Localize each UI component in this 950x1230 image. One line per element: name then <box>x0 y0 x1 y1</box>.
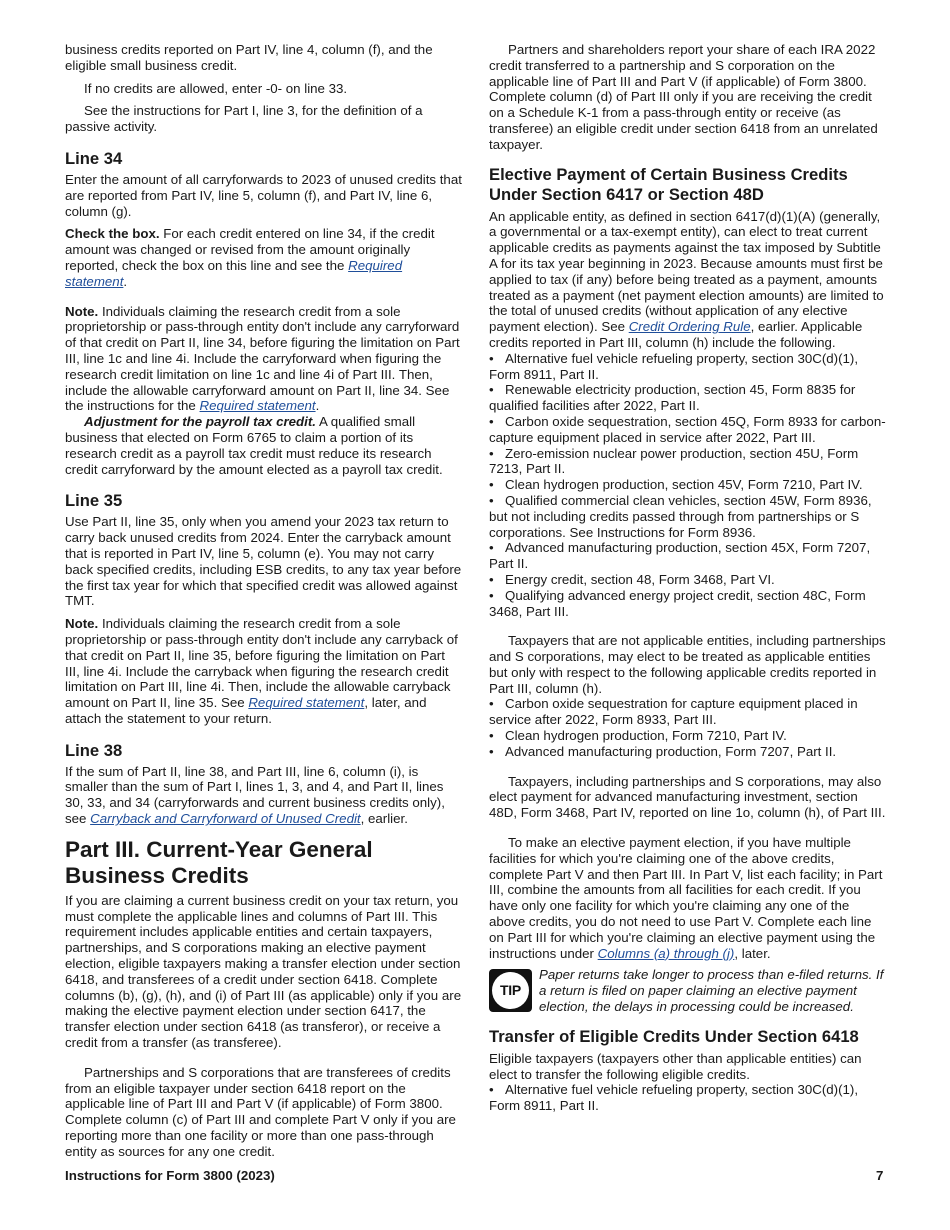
applicable-credits-list <box>489 351 887 620</box>
part-3-heading: Part III. Current-Year General Business Credits <box>65 836 373 888</box>
elective-payment-paragraph <box>489 209 887 351</box>
bullet-icon: • <box>489 445 494 461</box>
punctuation: . <box>315 398 320 414</box>
left-column <box>65 42 463 1167</box>
list-item <box>489 446 887 478</box>
check-the-box-lead: Check the box. <box>65 226 160 242</box>
bullet-icon: • <box>489 382 494 398</box>
adjustment-text: A qualified small business that elected on Form 6765 to claim a portion of its research credit as a payroll tax credit must reduce its research credit carryforward by the amount elected as a payroll tax credit. <box>65 414 443 477</box>
tip-text: Paper returns take longer to process than e-filed returns. If a return is filed on paper claiming an elective payment election, the delays in processing could be increased. <box>539 967 884 1015</box>
check-the-box-text: For each credit entered on line 34, if the credit amount was changed or revised from the amount originally reported, check the box on this line and see the <box>65 226 435 273</box>
line-35-paragraph: Use Part II, line 35, only when you amend your 2023 tax return to carry back unused credits from 2024. Enter the carryback amount that is reported in Part IV, line 5, column (e). You may not carry back specified credits, including ESB credits, to any tax year before the first tax year for which that specified credit was allowed against TMT. <box>65 514 462 609</box>
bullet-icon: • <box>489 413 494 429</box>
elective-text: An applicable entity, as defined in section 6417(d)(1)(A) (generally, a governmental or a tax-exempt entity), can elect to treat current applicable credits as payments against the tax imposed by Subtitle A for its tax year beginning in 2023. Because amounts must first be applied to tax (if any) before being treated as a payment, amounts treated as a payment (net payment election amounts) are limited to the total of unused credits (without application of any elective payment election). See <box>489 208 884 335</box>
list-item-text: Clean hydrogen production, section 45V, Form 7210, Part IV. <box>505 477 863 493</box>
elective-end-text: , earlier. Applicable credits reported in Part III, column (h) include the following. <box>489 319 863 350</box>
election-instructions-paragraph <box>489 835 887 961</box>
list-item <box>489 351 887 383</box>
bullet-icon: • <box>489 571 494 587</box>
list-item <box>489 728 887 744</box>
list-item <box>489 540 887 572</box>
election-end-text: , later. <box>734 945 771 961</box>
punctuation: . <box>123 273 128 289</box>
line-38-paragraph <box>65 764 463 827</box>
adjustment-lead: Adjustment for the payroll tax credit. <box>84 414 316 430</box>
transfer-heading: Transfer of Eligible Credits Under Section 6418 <box>489 1026 859 1046</box>
line-38-heading: Line 38 <box>65 740 123 760</box>
adjustment-paragraph <box>65 414 463 477</box>
footer-title: Instructions for Form 3800 (2023) <box>65 1168 275 1183</box>
bullet-icon: • <box>489 587 494 603</box>
line-34-paragraph: Enter the amount of all carryforwards to 2023 of unused credits that are reported from Part IV, line 5, column (f), and Part IV, line 6, column (g). <box>65 171 462 219</box>
non-applicable-entities-paragraph: Taxpayers that are not applicable entities, including partnerships and S corporations, may elect to be treated as applicable entities but only with respect to the following applicable credits reported in Part III, column (h). <box>489 633 886 696</box>
tip-icon-label: TIP <box>492 972 529 1009</box>
list-item-text: Advanced manufacturing production, Form 7207, Part II. <box>505 743 837 759</box>
list-item-text: Carbon oxide sequestration, section 45Q, Form 8933 for carbon-capture equipment placed in service after 2022, Part III. <box>489 413 886 445</box>
intro-paragraph: See the instructions for Part I, line 3, for the definition of a passive activity. <box>65 103 423 135</box>
bullet-icon: • <box>489 350 494 366</box>
elected-credits-list <box>489 696 887 759</box>
line-34-heading: Line 34 <box>65 148 123 168</box>
transfer-credits-list <box>489 1082 887 1114</box>
columns-a-through-j-link[interactable]: Columns (a) through (j) <box>597 945 735 961</box>
line-35-heading: Line 35 <box>65 491 123 511</box>
bullet-icon: • <box>489 492 494 508</box>
required-statement-link[interactable]: Required statement <box>199 398 316 414</box>
credit-ordering-rule-link[interactable]: Credit Ordering Rule <box>628 319 751 335</box>
advanced-manufacturing-paragraph: Taxpayers, including partnerships and S corporations, may also elect payment for advanced manufacturing investment, section 48D, Form 3468, Part IV, reported on line 1o, column (h), of Part III. <box>489 773 886 821</box>
note-paragraph <box>65 616 463 727</box>
list-item-text: Alternative fuel vehicle refueling property, section 30C(d)(1), Form 8911, Part II. <box>489 350 859 382</box>
list-item <box>489 572 887 588</box>
bullet-icon: • <box>489 1082 494 1098</box>
intro-paragraph: business credits reported on Part IV, line 4, column (f), and the eligible small business credit. <box>65 42 433 73</box>
note-text: Individuals claiming the research credit from a sole proprietorship or pass-through entity don't include any carryforward of that credit on Part II, line 34, before figuring the limitation on Part III, line 1c and line 4i. Include the carryforward when figuring the research credit limitation on line 1c and line 4i of Part III. Then, include the allowable carryforward amount on Part II, line 34. See the instructions for the <box>65 303 460 414</box>
right-column <box>489 42 887 1114</box>
list-item-text: Energy credit, section 48, Form 3468, Part VI. <box>505 571 775 587</box>
carryback-carryforward-link[interactable]: Carryback and Carryforward of Unused Credit <box>90 811 361 827</box>
required-statement-link[interactable]: Required statement <box>65 257 403 289</box>
tip-icon <box>489 969 532 1012</box>
list-item-text: Qualifying advanced energy project credit, section 48C, Form 3468, Part III. <box>489 587 866 619</box>
intro-paragraph: If no credits are allowed, enter -0- on line 33. <box>84 80 348 96</box>
election-text: To make an elective payment election, if you have multiple facilities for which you're claiming one of the above credits, complete Part V and then Part III. In Part V, list each facility; in Part III, combine the amounts from all facilities for each credit. If you have only one facility for which you're claiming any one of the above credits, you do not need to use Part V. Complete each line on Part III for which you're claiming an elective payment using the instructions under <box>489 835 883 961</box>
list-item <box>489 744 887 760</box>
note-lead: Note. <box>65 303 99 319</box>
bullet-icon: • <box>489 540 494 556</box>
list-item-text: Qualified commercial clean vehicles, section 45W, Form 8936, but not including credits passed through from partnerships or S corporations. See Instructions for Form 8936. <box>489 492 872 540</box>
line-38-text: If the sum of Part II, line 38, and Part III, line 6, column (i), is smaller than the sum of Part I, lines 1, 3, and 4, and Part II, lines 30, 33, and 34 (carryforwards and current business credits only), see <box>65 763 445 827</box>
list-item-text: Clean hydrogen production, Form 7210, Part IV. <box>505 728 787 744</box>
page-number: 7 <box>876 1168 884 1183</box>
partners-paragraph: Partners and shareholders report your share of each IRA 2022 credit transferred to a partnership and S corporation on the applicable line of Part III and Part V (if applicable) of Form 3800. Complete column (d) of Part III only if you are receiving the credit on a Schedule K-1 from a pass-through entity or receive (as transferee) an eligible credit under section 6418 from an unrelated taxpayer. <box>489 42 878 152</box>
bullet-icon: • <box>489 696 494 712</box>
note-text: Individuals claiming the research credit from a sole proprietorship or pass-through entity don't include any carryback of that credit on Part II, line 35, before figuring the limitation on Part III, line 4i. Include the carryback when figuring the research credit limitation on Part III, line 4i. Then, include the allowable carryback amount on Part II, line 35. See <box>65 616 458 711</box>
line-38-end-text: , earlier. <box>360 811 408 827</box>
part-3-paragraph: If you are claiming a current business credit on your tax return, you must complete the applicable lines and columns of Part III. This requirement includes applicable entities and certain taxpayers, partnerships, and S corporations making an elective payment election, eligible taxpayers making a transfer election under section 6418, and transferees of a credit under section 6418. Complete columns (b), (g), (h), and (i) of Part III (as applicable) only if you are making the elective payment election under section 6417, the transfer election under section 6418 (as transferor), or receive a credit from a transfer (as transferee). <box>65 892 462 1051</box>
note-lead: Note. <box>65 616 99 632</box>
bullet-icon: • <box>489 477 494 493</box>
note-paragraph <box>65 304 463 415</box>
elective-payment-heading: Elective Payment of Certain Business Credits Under Section 6417 or Section 48D <box>489 164 848 204</box>
list-item <box>489 493 887 540</box>
list-item-text: Alternative fuel vehicle refueling property, section 30C(d)(1), Form 8911, Part II. <box>489 1082 859 1114</box>
list-item-text: Zero-emission nuclear power production, section 45U, Form 7213, Part II. <box>489 445 859 477</box>
list-item <box>489 588 887 620</box>
bullet-icon: • <box>489 743 494 759</box>
list-item-text: Carbon oxide sequestration for capture equipment placed in service after 2022, Form 8933, Part III. <box>489 696 858 728</box>
list-item <box>489 382 887 414</box>
list-item <box>489 1082 887 1114</box>
bullet-icon: • <box>489 728 494 744</box>
part-3-paragraph: Partnerships and S corporations that are transferees of credits from an eligible taxpayer under section 6418 report on the applicable line of Part III and Part V (if applicable) of Form 3800. Complete column (c) of Part III and complete Part V only if you are reporting more than one facility or more than one pass-through entity as sources for any one credit. <box>65 1064 456 1159</box>
list-item <box>489 414 887 446</box>
transfer-paragraph: Eligible taxpayers (taxpayers other than applicable entities) can elect to transfer the following eligible credits. <box>489 1050 862 1082</box>
check-the-box-paragraph <box>65 226 463 289</box>
list-item <box>489 696 887 728</box>
required-statement-link[interactable]: Required statement <box>248 695 365 711</box>
list-item-text: Renewable electricity production, section 45, Form 8835 for qualified facilities after 2022, Part II. <box>489 382 856 414</box>
tip-callout <box>489 967 887 1014</box>
note-end-text: , later, and attach the statement to your return. <box>65 695 427 726</box>
list-item-text: Advanced manufacturing production, section 45X, Form 7207, Part II. <box>489 540 871 572</box>
list-item <box>489 477 887 493</box>
